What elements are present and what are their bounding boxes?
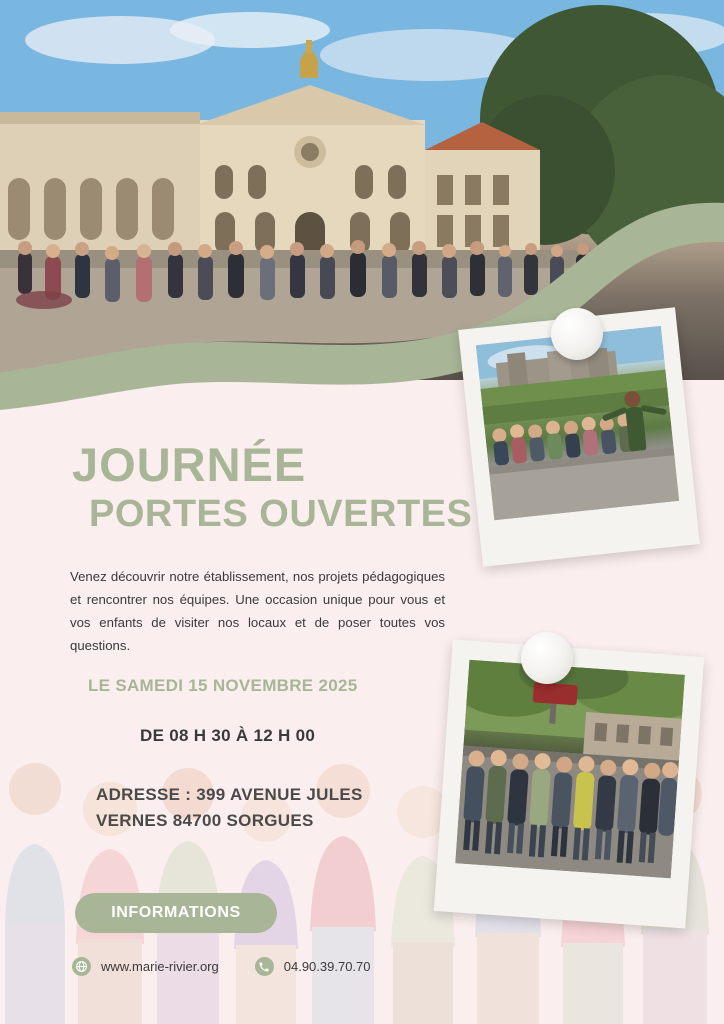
headline-line-2: PORTES OUVERTES [89,492,473,535]
headline-line-1: JOURNÉE [72,438,307,491]
group-street-photo [434,640,704,929]
page-title [72,440,472,536]
phone-text[interactable]: 04.90.39.70.70 [283,959,371,974]
phone-icon [255,957,274,976]
event-date: LE SAMEDI 15 NOVEMBRE 2025 [88,676,358,695]
photo-pin-icon [521,632,573,684]
contact-bar [72,957,371,976]
photo-pin-icon [551,308,603,360]
lead-paragraph: Venez découvrir notre établissement, nos projets pédagogiques et rencontrer nos équipes. Une occasion unique pour vous et vos enfants de visiter nos locaux et de poser toutes vos questions. [70,569,445,654]
event-address: ADRESSE : 399 AVENUE JULES VERNES 84700 SORGUES [96,785,363,830]
globe-icon [72,957,91,976]
informations-button[interactable]: INFORMATIONS [75,893,277,933]
event-time: DE 08 H 30 À 12 H 00 [140,726,316,745]
website-text[interactable]: www.marie-rivier.org [101,959,219,974]
